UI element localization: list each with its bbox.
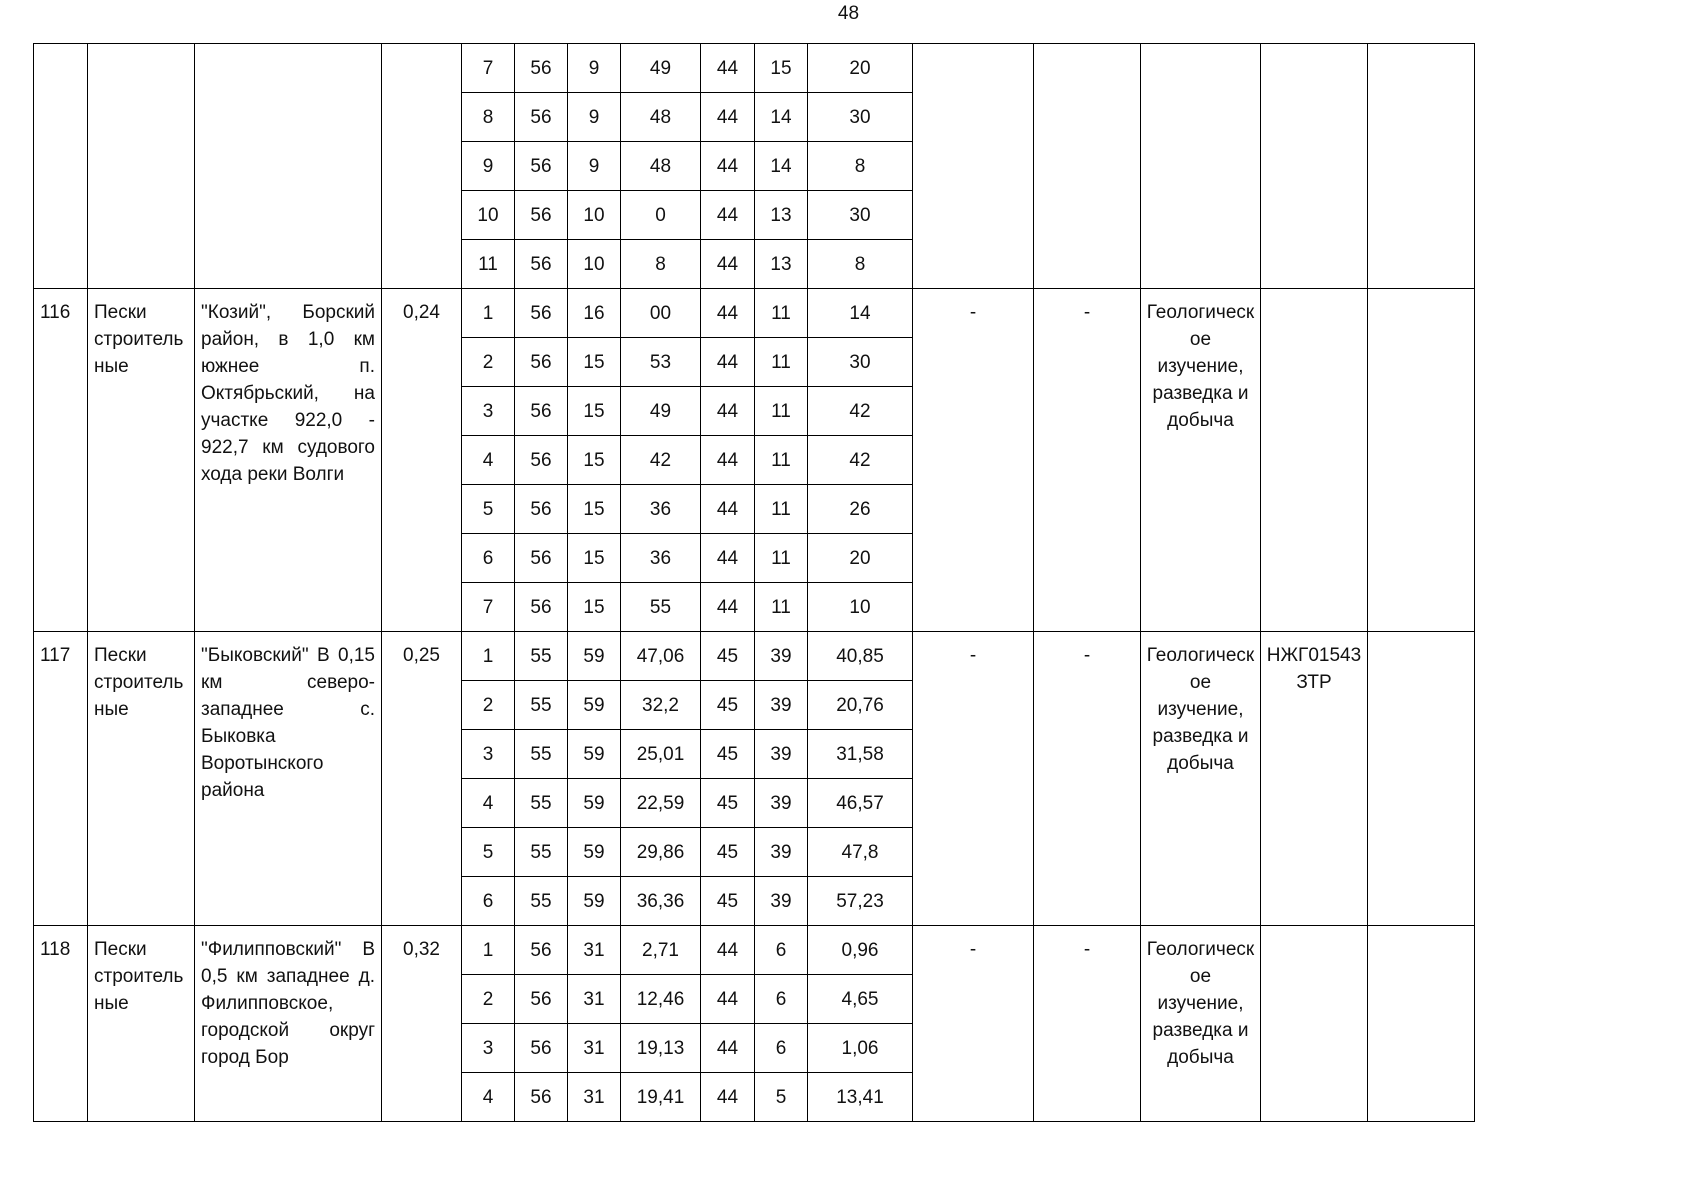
lon-deg: 44 <box>701 1024 755 1073</box>
lon-min: 15 <box>755 44 808 93</box>
lat-min: 59 <box>568 779 621 828</box>
lat-deg: 56 <box>515 436 568 485</box>
lon-min: 11 <box>755 436 808 485</box>
lat-deg: 56 <box>515 1024 568 1073</box>
lon-sec: 10 <box>808 583 913 632</box>
page-number: 48 <box>837 3 860 24</box>
lon-sec: 57,23 <box>808 877 913 926</box>
lat-deg: 55 <box>515 877 568 926</box>
lat-min: 31 <box>568 1024 621 1073</box>
lon-deg: 44 <box>701 44 755 93</box>
lat-min: 15 <box>568 583 621 632</box>
lat-deg: 56 <box>515 240 568 289</box>
license-number <box>1261 289 1368 632</box>
license-number <box>1261 926 1368 1122</box>
lat-min: 31 <box>568 926 621 975</box>
lon-min: 11 <box>755 583 808 632</box>
lat-sec: 55 <box>621 583 701 632</box>
lat-sec: 0 <box>621 191 701 240</box>
area: 0,32 <box>382 926 462 1122</box>
lon-deg: 45 <box>701 632 755 681</box>
point-number: 1 <box>462 926 515 975</box>
point-number: 7 <box>462 44 515 93</box>
col-12: - <box>913 926 1034 1122</box>
col-12: - <box>913 632 1034 926</box>
lon-min: 13 <box>755 191 808 240</box>
lon-deg: 44 <box>701 485 755 534</box>
lat-min: 10 <box>568 240 621 289</box>
lat-sec: 22,59 <box>621 779 701 828</box>
lat-min: 15 <box>568 436 621 485</box>
lon-sec: 46,57 <box>808 779 913 828</box>
point-number: 3 <box>462 387 515 436</box>
lat-sec: 36,36 <box>621 877 701 926</box>
lat-sec: 32,2 <box>621 681 701 730</box>
lon-min: 11 <box>755 387 808 436</box>
lat-deg: 56 <box>515 534 568 583</box>
lat-deg: 56 <box>515 975 568 1024</box>
lat-sec: 47,06 <box>621 632 701 681</box>
lat-deg: 55 <box>515 828 568 877</box>
lon-sec: 26 <box>808 485 913 534</box>
lon-sec: 42 <box>808 387 913 436</box>
lon-sec: 13,41 <box>808 1073 913 1122</box>
col-13: - <box>1034 926 1141 1122</box>
lon-min: 39 <box>755 730 808 779</box>
purpose: Геологическ ое изучение, разведка и добыча <box>1141 926 1261 1122</box>
license-number: НЖГ01543 ЗТР <box>1261 632 1368 926</box>
point-number: 9 <box>462 142 515 191</box>
site-number: 118 <box>34 926 88 1122</box>
col-16 <box>1368 289 1475 632</box>
lon-deg: 44 <box>701 93 755 142</box>
point-number: 4 <box>462 436 515 485</box>
purpose: Геологическ ое изучение, разведка и добыча <box>1141 632 1261 926</box>
lat-min: 9 <box>568 44 621 93</box>
lon-deg: 44 <box>701 240 755 289</box>
lat-deg: 56 <box>515 142 568 191</box>
lon-sec: 20,76 <box>808 681 913 730</box>
lon-min: 6 <box>755 975 808 1024</box>
point-number: 8 <box>462 93 515 142</box>
point-number: 7 <box>462 583 515 632</box>
site-description: "Козий", Борский район, в 1,0 км южнее п. Октябрьский, на участке 922,0 - 922,7 км судового хода реки Волги <box>195 289 382 632</box>
point-number: 3 <box>462 1024 515 1073</box>
lon-deg: 44 <box>701 436 755 485</box>
lon-sec: 20 <box>808 534 913 583</box>
lat-deg: 56 <box>515 44 568 93</box>
lat-deg: 56 <box>515 338 568 387</box>
lat-deg: 56 <box>515 926 568 975</box>
lon-sec: 8 <box>808 142 913 191</box>
lat-min: 9 <box>568 142 621 191</box>
point-number: 4 <box>462 1073 515 1122</box>
col-16 <box>1368 44 1475 289</box>
area: 0,25 <box>382 632 462 926</box>
lon-deg: 44 <box>701 191 755 240</box>
lat-min: 31 <box>568 1073 621 1122</box>
lon-deg: 44 <box>701 534 755 583</box>
point-number: 5 <box>462 828 515 877</box>
lon-min: 5 <box>755 1073 808 1122</box>
lat-min: 15 <box>568 534 621 583</box>
lon-min: 11 <box>755 338 808 387</box>
table-row <box>34 289 1475 338</box>
lon-min: 39 <box>755 632 808 681</box>
purpose: Геологическ ое изучение, разведка и добыча <box>1141 289 1261 632</box>
site-description <box>195 44 382 289</box>
lat-deg: 56 <box>515 289 568 338</box>
point-number: 2 <box>462 681 515 730</box>
lon-min: 6 <box>755 926 808 975</box>
site-number: 117 <box>34 632 88 926</box>
lon-deg: 45 <box>701 730 755 779</box>
lon-min: 39 <box>755 681 808 730</box>
lon-deg: 44 <box>701 926 755 975</box>
lon-min: 39 <box>755 828 808 877</box>
mineral-type <box>88 44 195 289</box>
lon-sec: 1,06 <box>808 1024 913 1073</box>
col-13: - <box>1034 632 1141 926</box>
table-row <box>34 632 1475 681</box>
lon-sec: 30 <box>808 191 913 240</box>
lat-sec: 29,86 <box>621 828 701 877</box>
lat-sec: 36 <box>621 534 701 583</box>
lon-sec: 31,58 <box>808 730 913 779</box>
point-number: 4 <box>462 779 515 828</box>
lat-deg: 56 <box>515 93 568 142</box>
lon-min: 14 <box>755 93 808 142</box>
point-number: 5 <box>462 485 515 534</box>
lat-deg: 55 <box>515 681 568 730</box>
point-number: 1 <box>462 289 515 338</box>
lon-min: 39 <box>755 877 808 926</box>
mineral-type: Пески строитель ные <box>88 926 195 1122</box>
lat-min: 10 <box>568 191 621 240</box>
col-16 <box>1368 632 1475 926</box>
lat-deg: 55 <box>515 779 568 828</box>
lon-deg: 44 <box>701 1073 755 1122</box>
col-13 <box>1034 44 1141 289</box>
lon-sec: 0,96 <box>808 926 913 975</box>
lat-min: 15 <box>568 387 621 436</box>
lat-deg: 56 <box>515 485 568 534</box>
lat-sec: 48 <box>621 142 701 191</box>
lon-min: 13 <box>755 240 808 289</box>
mineral-type: Пески строитель ные <box>88 632 195 926</box>
lat-sec: 19,41 <box>621 1073 701 1122</box>
lat-min: 59 <box>568 877 621 926</box>
lat-sec: 36 <box>621 485 701 534</box>
lon-min: 39 <box>755 779 808 828</box>
mineral-type: Пески строитель ные <box>88 289 195 632</box>
lon-deg: 44 <box>701 387 755 436</box>
lat-deg: 56 <box>515 387 568 436</box>
lon-deg: 44 <box>701 338 755 387</box>
site-description: "Быковский" В 0,15 км северо-западнее с. Быковка Воротынского района <box>195 632 382 926</box>
purpose <box>1141 44 1261 289</box>
license-area-table <box>33 43 1475 1122</box>
license-number <box>1261 44 1368 289</box>
lat-deg: 56 <box>515 191 568 240</box>
lat-min: 59 <box>568 828 621 877</box>
lat-sec: 49 <box>621 44 701 93</box>
lat-min: 59 <box>568 632 621 681</box>
lat-sec: 25,01 <box>621 730 701 779</box>
lat-deg: 55 <box>515 730 568 779</box>
lon-deg: 44 <box>701 142 755 191</box>
point-number: 10 <box>462 191 515 240</box>
col-12: - <box>913 289 1034 632</box>
col-16 <box>1368 926 1475 1122</box>
lat-sec: 53 <box>621 338 701 387</box>
lon-sec: 20 <box>808 44 913 93</box>
site-description: "Филипповский" В 0,5 км западнее д. Филипповское, городской округ город Бор <box>195 926 382 1122</box>
area: 0,24 <box>382 289 462 632</box>
point-number: 3 <box>462 730 515 779</box>
lat-deg: 56 <box>515 1073 568 1122</box>
lat-sec: 19,13 <box>621 1024 701 1073</box>
lat-min: 59 <box>568 730 621 779</box>
lon-deg: 45 <box>701 681 755 730</box>
lat-min: 15 <box>568 338 621 387</box>
lat-min: 59 <box>568 681 621 730</box>
lon-min: 11 <box>755 485 808 534</box>
point-number: 6 <box>462 534 515 583</box>
lat-min: 9 <box>568 93 621 142</box>
lon-sec: 8 <box>808 240 913 289</box>
area <box>382 44 462 289</box>
lon-sec: 40,85 <box>808 632 913 681</box>
lat-sec: 00 <box>621 289 701 338</box>
lon-sec: 47,8 <box>808 828 913 877</box>
site-number: 116 <box>34 289 88 632</box>
lon-sec: 14 <box>808 289 913 338</box>
lon-sec: 42 <box>808 436 913 485</box>
lat-sec: 8 <box>621 240 701 289</box>
table-row <box>34 926 1475 975</box>
lat-sec: 42 <box>621 436 701 485</box>
lat-sec: 2,71 <box>621 926 701 975</box>
lat-sec: 12,46 <box>621 975 701 1024</box>
lat-deg: 56 <box>515 583 568 632</box>
point-number: 11 <box>462 240 515 289</box>
lat-sec: 48 <box>621 93 701 142</box>
lon-deg: 45 <box>701 877 755 926</box>
site-number <box>34 44 88 289</box>
lat-sec: 49 <box>621 387 701 436</box>
lon-sec: 4,65 <box>808 975 913 1024</box>
point-number: 2 <box>462 338 515 387</box>
lat-min: 16 <box>568 289 621 338</box>
lon-sec: 30 <box>808 93 913 142</box>
point-number: 1 <box>462 632 515 681</box>
lon-deg: 44 <box>701 975 755 1024</box>
lat-min: 15 <box>568 485 621 534</box>
lon-min: 11 <box>755 534 808 583</box>
lon-min: 14 <box>755 142 808 191</box>
lon-deg: 45 <box>701 779 755 828</box>
point-number: 6 <box>462 877 515 926</box>
point-number: 2 <box>462 975 515 1024</box>
col-13: - <box>1034 289 1141 632</box>
lon-deg: 44 <box>701 583 755 632</box>
lon-min: 11 <box>755 289 808 338</box>
col-12 <box>913 44 1034 289</box>
lon-deg: 44 <box>701 289 755 338</box>
lat-deg: 55 <box>515 632 568 681</box>
lon-sec: 30 <box>808 338 913 387</box>
lon-min: 6 <box>755 1024 808 1073</box>
lat-min: 31 <box>568 975 621 1024</box>
lon-deg: 45 <box>701 828 755 877</box>
table-row <box>34 44 1475 93</box>
